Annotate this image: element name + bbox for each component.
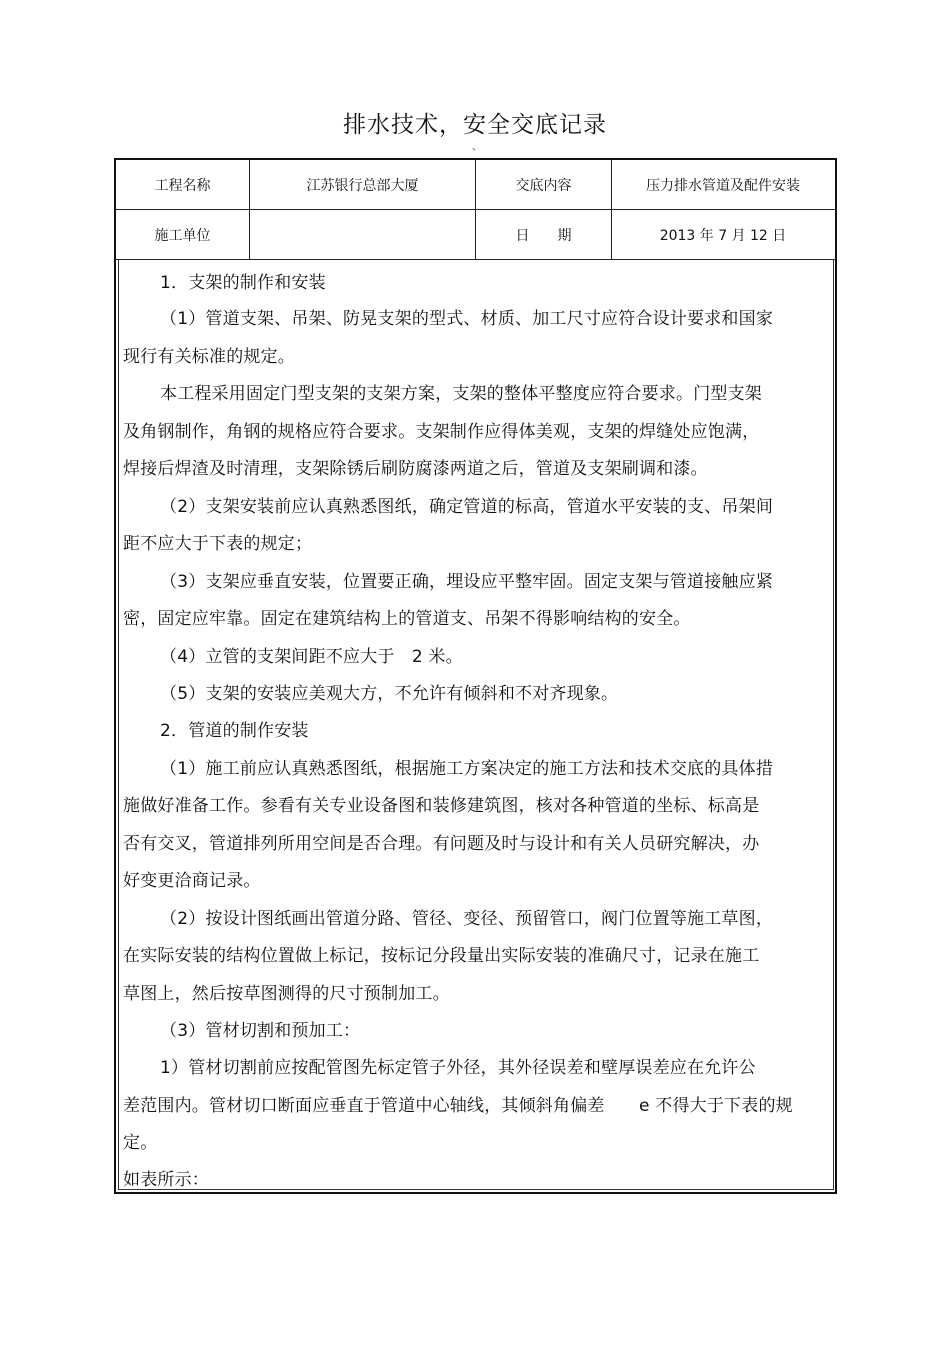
body-line: 草图上，然后按草图测得的尺寸预制加工。 [123,984,450,1004]
body-line: （3）支架应垂直安装，位置要正确，埋设应平整牢固。固定支架与管道接触应紧 [160,572,774,592]
date-value: 2013 年 7 月 12 日 [659,227,787,244]
body-line: 密，固定应牢靠。固定在建筑结构上的管道支、吊架不得影响结构的安全。 [123,609,691,629]
body-line: 在实际安装的结构位置做上标记，按标记分段量出实际安装的准确尺寸，记录在施工 [123,946,760,966]
content-value: 压力排水管道及配件安装 [646,177,800,194]
content-label: 交底内容 [515,177,572,194]
body-line: 现行有关标准的规定。 [123,347,295,367]
page-title: 排水技术，安全交底记录 [343,112,607,138]
body-line: 本工程采用固定门型支架的支架方案，支架的整体平整度应符合要求。门型支架 [160,384,762,404]
project-value: 江苏银行总部大厦 [306,177,419,194]
section-heading: 2．管道的制作安装 [160,721,309,741]
body-line: （1）管道支架、吊架、防晃支架的型式、材质、加工尺寸应符合设计要求和国家 [160,309,774,329]
date-label: 日 期 [515,227,572,244]
section-heading: 1．支架的制作和安装 [160,273,326,293]
body-line: 施做好准备工作。参看有关专业设备图和装修建筑图，核对各种管道的坐标、标高是 [123,796,760,816]
body-line: 好变更洽商记录。 [123,871,261,891]
body-line: 距不应大于下表的规定； [123,534,313,554]
unit-label: 施工单位 [154,227,211,244]
body-line: （4）立管的支架间距不应大于 2 米。 [160,647,463,667]
body-line: 定。 [123,1133,158,1153]
body-line: 及角钢制作，角钢的规格应符合要求。支架制作应得体美观，支架的焊缝处应饱满， [123,422,760,442]
body-line: 焊接后焊渣及时清理，支架除锈后刷防腐漆两道之后，管道及支架刷调和漆。 [123,459,708,479]
body-line: （1）施工前应认真熟悉图纸，根据施工方案决定的施工方法和技术交底的具体措 [160,759,774,779]
body-line: （3）管材切割和预加工： [160,1021,361,1041]
body-line: 1）管材切割前应按配管图先标定管子外径，其外径误差和壁厚误差应在允许公 [160,1058,756,1078]
unit-value [250,210,475,259]
title-mark: 、 [472,142,482,153]
body-line: 如表所示： [123,1170,209,1190]
project-label: 工程名称 [154,177,211,194]
row-divider [115,259,836,260]
body-line: （2）按设计图纸画出管道分路、管径、变径、预留管口，阀门位置等施工草图， [160,909,774,929]
body-line: （2）支架安装前应认真熟悉图纸，确定管道的标高，管道水平安装的支、吊架间 [160,497,774,517]
body-line: 否有交叉，管道排列所用空间是否合理。有问题及时与设计和有关人员研究解决，办 [123,834,760,854]
body-line: （5）支架的安装应美观大方，不允许有倾斜和不对齐现象。 [160,684,619,704]
body-line: 差范围内。管材切口断面应垂直于管道中心轴线，其倾斜角偏差 e 不得大于下表的规 [123,1096,793,1116]
